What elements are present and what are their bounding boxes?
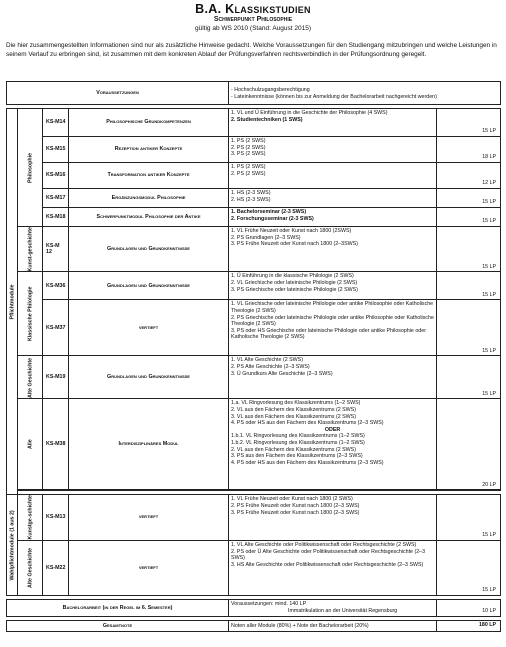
course-line: 2. PS Grundlagen (2–3 SWS) bbox=[231, 234, 301, 241]
requirements-label: Voraussetzungen bbox=[7, 82, 229, 105]
group-philosophie: Philosophie bbox=[18, 109, 43, 227]
module-row-ks-m12 bbox=[7, 227, 501, 272]
module-lp: 15 LP bbox=[437, 109, 501, 137]
module-code: KS-M17 bbox=[43, 189, 69, 208]
module-title: vertieft bbox=[69, 495, 229, 540]
module-lp: 20 LP bbox=[437, 399, 501, 490]
module-title: Transformation antiker Konzepte bbox=[69, 163, 229, 189]
course-line: 3. PS (2 SWS) bbox=[231, 151, 266, 158]
module-lp: 15 LP bbox=[437, 272, 501, 300]
course-line: 1. VL Alte Geschichte oder Politikwissenschaft oder Rechtsgeschichte (2 SWS) bbox=[231, 541, 417, 548]
module-row-ks-m37 bbox=[7, 300, 501, 356]
module-courses bbox=[229, 300, 437, 356]
course-line: 2. PS Griechische oder lateinische Philologie oder antike Philosophie oder Katholische Theologie (2 SWS) bbox=[231, 314, 434, 328]
module-courses bbox=[229, 495, 437, 540]
module-courses bbox=[229, 208, 437, 227]
bachelor-req: Voraussetzungen: mind. 140 LP bbox=[231, 600, 307, 607]
module-title: Ergänzungsmodul Philosophie bbox=[69, 189, 229, 208]
bachelor-row bbox=[7, 599, 501, 616]
module-courses bbox=[229, 272, 437, 300]
module-courses bbox=[229, 137, 437, 163]
course-line: 3. Ü Grundkurs Alte Geschichte (2–3 SWS) bbox=[231, 370, 333, 377]
page-title: B.A. Klassikstudien bbox=[195, 2, 311, 16]
module-code: KS-M15 bbox=[43, 137, 69, 163]
group-kunstgeschichte: Kunst-geschichte bbox=[18, 227, 43, 272]
course-line: 2. PS Frühe Neuzeit oder Kunst nach 1800 (2–3 SWS) bbox=[231, 503, 360, 510]
module-lp: 15 LP bbox=[437, 189, 501, 208]
module-title: Grundlagen und Grundkenntnisse bbox=[69, 227, 229, 272]
module-row-ks-m13 bbox=[7, 495, 501, 540]
course-line: 2. Forschungsseminar (2-3 SWS) bbox=[231, 215, 314, 222]
course-line: 3. PS aus den Fächern des Klassikzentrums (2–3 SWS) bbox=[231, 453, 363, 460]
bachelor-lp: 10 LP bbox=[437, 599, 501, 616]
module-courses bbox=[229, 189, 437, 208]
intro-text: Die hier zusammengestellten Informationen sind nur als zusätzliche Hinweise gedacht. Welche Voraussetzungen für den Studiengang mitzubringen und welche Leistungen in seinem Verlauf zu erbringen sind, ist zusammen mit dem konkreten Ablauf der Prüfungsverfahren rechtsverbindlich in der Prüfungsordnung geregelt. bbox=[6, 42, 497, 58]
module-title: Grundlagen und Grundkenntnisse bbox=[69, 356, 229, 399]
module-lp: 15 LP bbox=[437, 356, 501, 399]
total-text: Noten aller Module (80%) + Note der Bachelorarbeit (20%) bbox=[229, 620, 437, 631]
module-lp: 15 LP bbox=[437, 540, 501, 595]
course-line: 2. HS (2-3 SWS) bbox=[231, 196, 271, 203]
module-lp: 15 LP bbox=[437, 495, 501, 540]
bachelor-label: Bachelorarbeit (in der Regel im 6. Semester) bbox=[7, 599, 229, 616]
group-alte-geschichte: Alte Geschichte bbox=[18, 356, 43, 399]
module-row-ks-m18 bbox=[7, 208, 501, 227]
course-line: 2. PS Alte Geschichte (2–3 SWS) bbox=[231, 364, 310, 371]
module-row-ks-m16 bbox=[7, 163, 501, 189]
course-line: 3. PS Frühe Neuzeit oder Kunst nach 1800 (2–3 SWS) bbox=[231, 509, 360, 516]
course-line: 1. Ü Einführung in die klassische Philologie (2 SWS) bbox=[231, 273, 354, 280]
module-title: Rezeption antiker Konzepte bbox=[69, 137, 229, 163]
requirements-row bbox=[7, 82, 501, 105]
module-row-ks-m19 bbox=[7, 356, 501, 399]
group-kunstgeschichte-wp: Kunstge-schichte bbox=[18, 495, 43, 540]
module-row-ks-m38 bbox=[7, 399, 501, 490]
bachelor-req: Immatrikulation an der Universität Regensburg bbox=[288, 607, 398, 614]
module-title: vertieft bbox=[69, 540, 229, 595]
module-courses bbox=[229, 540, 437, 595]
course-line: 2. VL aus den Fächern des Klassikzentrums (2 SWS) bbox=[231, 407, 356, 414]
module-row-ks-m36 bbox=[7, 272, 501, 300]
study-plan-table bbox=[6, 81, 501, 632]
requirements-list bbox=[229, 82, 501, 105]
module-lp: 12 LP bbox=[437, 163, 501, 189]
course-line: 1. HS (2-3 SWS) bbox=[231, 190, 271, 196]
module-code: KS-M36 bbox=[43, 272, 69, 300]
course-line: 3. PS Frühe Neuzeit oder Kunst nach 1800 (2–3SWS) bbox=[231, 241, 358, 248]
module-row-ks-m15 bbox=[7, 137, 501, 163]
module-courses bbox=[229, 109, 437, 137]
course-line: 1. Bachelorseminar (2-3 SWS) bbox=[231, 209, 307, 215]
course-line: 1.b.1. VL Ringvorlesung des Klassikzentrums (1–2 SWS) bbox=[231, 433, 365, 440]
total-label: Gesamtnote bbox=[7, 620, 229, 631]
course-line: 2. PS (2 SWS) bbox=[231, 170, 266, 177]
validity-note: gültig ab WS 2010 (Stand: August 2015) bbox=[195, 25, 311, 32]
requirement-item: - Hochschulzugangsberechtigung bbox=[231, 86, 310, 93]
module-title: Philosophische Grundkompetenzen bbox=[69, 109, 229, 137]
module-code: KS-M37 bbox=[43, 300, 69, 356]
module-courses bbox=[229, 163, 437, 189]
module-lp: 15 LP bbox=[437, 300, 501, 356]
page-subtitle: Schwerpunkt Philosophie bbox=[213, 16, 293, 23]
group-alte-geschichte-wp: Alte Geschichte bbox=[18, 540, 43, 595]
module-code: KS-M22 bbox=[43, 540, 69, 595]
module-code: KS-M19 bbox=[43, 356, 69, 399]
course-line: 1. VL Frühe Neuzeit oder Kunst nach 1800 (2 SWS) bbox=[231, 496, 353, 503]
course-line: 1.a. VL Ringvorlesung des Klassikzentrums (1–2 SWS) bbox=[231, 400, 361, 407]
module-lp: 15 LP bbox=[437, 227, 501, 272]
course-line: 4. PS oder HS aus den Fächern des Klassikzentrums (2–3 SWS) bbox=[231, 420, 384, 427]
course-line: 3. HS Alte Geschichte oder Politikwissenschaft oder Rechtsgeschichte (2–3 SWS) bbox=[231, 561, 424, 568]
module-courses bbox=[229, 399, 437, 490]
total-row bbox=[7, 620, 501, 631]
course-line: 1. VL Griechische oder lateinische Philologie oder antike Philosophie oder Katholische Theologie (2 SWS) bbox=[231, 301, 434, 315]
course-line: 3. VL aus den Fächern des Klassikzentrums (2 SWS) bbox=[231, 413, 356, 420]
bachelor-requirements bbox=[229, 599, 437, 616]
course-line: 2. PS oder Ü Alte Geschichte oder Politikwissenschaft oder Rechtsgeschichte (2–3 SWS) bbox=[231, 548, 426, 562]
course-line: 3. PS oder HS Griechische oder lateinische Philologie oder antike Philosophie oder Katholische Theologie (2 SWS) bbox=[231, 327, 426, 341]
module-courses bbox=[229, 227, 437, 272]
module-row-ks-m14 bbox=[7, 109, 501, 137]
module-title: Schwerpunktmodul Philosophie der Antike bbox=[69, 208, 229, 227]
course-line: 1. VL Frühe Neuzeit oder Kunst nach 1800 (2SWS) bbox=[231, 228, 352, 234]
group-alle: Alle bbox=[18, 399, 43, 490]
group-pflichtmodule: Pflichtmodule bbox=[7, 109, 18, 495]
module-row-ks-m17 bbox=[7, 189, 501, 208]
module-title: Grundlagen und Grundkenntnisse bbox=[69, 272, 229, 300]
module-row-ks-m22 bbox=[7, 540, 501, 595]
course-line: 2. VL aus den Fächern des Klassikzentrums (2 SWS) bbox=[231, 446, 356, 453]
module-courses bbox=[229, 356, 437, 399]
module-code: KS-M38 bbox=[43, 399, 69, 490]
group-wahlpflichtmodule: Wahlpflichtmodule (1 aus 2) bbox=[7, 495, 18, 595]
course-line: 3. PS Griechische oder lateinische Philologie (2 SWS) bbox=[231, 286, 358, 293]
course-line: 1. VL und Ü Einführung in die Geschichte der Philosophie (4 SWS) bbox=[231, 110, 388, 116]
module-lp: 18 LP bbox=[437, 137, 501, 163]
course-line: 1.b.2. VL Ringvorlesung des Klassikzentrums (1–2 SWS) bbox=[231, 440, 365, 447]
module-code: KS-M 12 bbox=[43, 227, 69, 272]
course-line: 1. PS (2 SWS) bbox=[231, 164, 266, 170]
requirement-item: - Lateinkenntnisse (können bis zur Anmeldung der Bachelorarbeit nachgereicht werden) bbox=[231, 93, 437, 100]
course-line: 2. VL Griechische oder lateinische Philologie (2 SWS) bbox=[231, 280, 358, 287]
module-lp: 15 LP bbox=[437, 208, 501, 227]
module-code: KS-M16 bbox=[43, 163, 69, 189]
module-code: KS-M14 bbox=[43, 109, 69, 137]
course-line: 1. PS (2 SWS) bbox=[231, 138, 266, 144]
total-lp: 180 LP bbox=[437, 620, 501, 631]
group-klassische-philologie: Klassische Philologie bbox=[18, 272, 43, 356]
course-line: ODER bbox=[324, 426, 341, 433]
course-line: 2. Studientechniken (1 SWS) bbox=[231, 116, 303, 123]
module-title: Interdisziplinäres Modul bbox=[69, 399, 229, 490]
course-line: 4. PS oder HS aus den Fächern des Klassikzentrums (2–3 SWS) bbox=[231, 459, 384, 466]
course-line: 2. PS (2 SWS) bbox=[231, 144, 266, 151]
course-line: 1. VL Alte Geschichte (2 SWS) bbox=[231, 357, 303, 364]
module-title: vertieft bbox=[69, 300, 229, 356]
module-code: KS-M13 bbox=[43, 495, 69, 540]
module-code: KS-M18 bbox=[43, 208, 69, 227]
